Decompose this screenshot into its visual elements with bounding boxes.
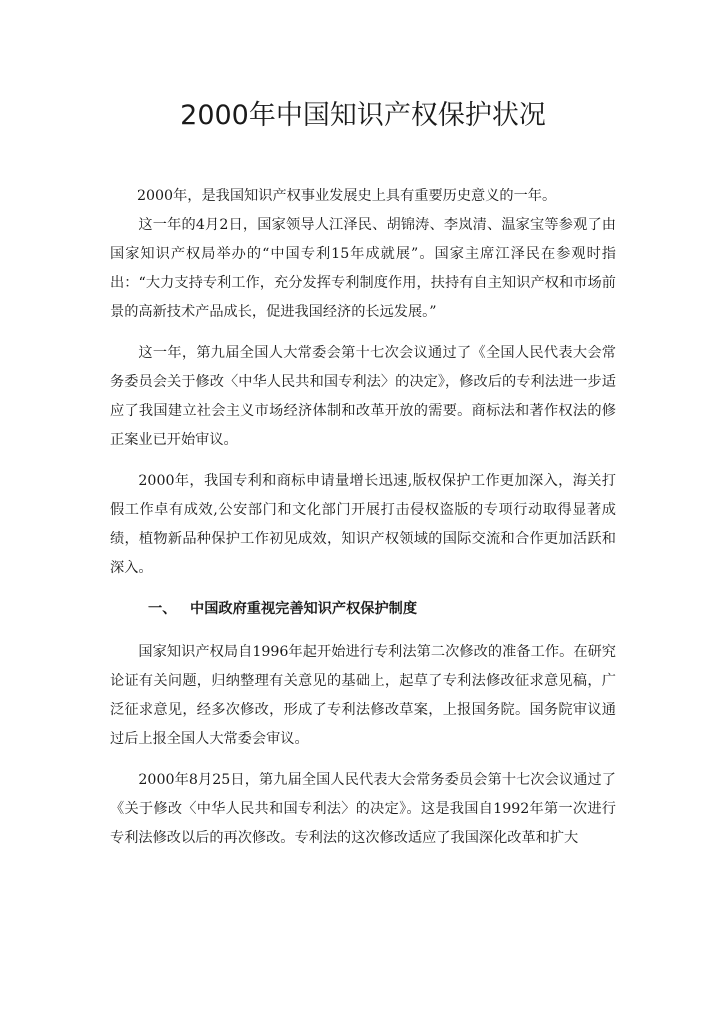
document-title: 2000年中国知识产权保护状况 [180,100,546,131]
paragraph-leaders-visit: 这一年的4月2日，国家领导人江泽民、胡锦涛、李岚清、温家宝等参观了由国家知识产权局举办的“中国专利15年成就展”。国家主席江泽民在参观时指出：“大力支持专利工作，充分发挥专利制度作用，扶持有自主知识产权和市场前景的高新技术产品成长，促进我国经济的长远发展。” [110,217,616,320]
section-heading-text: 中国政府重视完善知识产权保护制度 [190,601,418,617]
section-heading [110,595,616,624]
paragraph-intro: 2000年，是我国知识产权事业发展史上具有重要历史意义的一年。 [136,188,557,204]
paragraph-patent-law-amendment: 这一年，第九届全国人大常委会第十七次会议通过了《全国人民代表大会常务委员会关于修改〈中华人民共和国专利法〉的决定》，修改后的专利法进一步适应了我国建立社会主义市场经济体制和改革开放的需要。商标法和著作权法的修正案业已开始审议。 [110,345,616,448]
section-number: 一、 [148,601,177,617]
paragraph-section1-preparation: 国家知识产权局自1996年起开始进行专利法第二次修改的准备工作。在研究论证有关问题，归纳整理有关意见的基础上，起草了专利法修改征求意见稿，广泛征求意见，经多次修改，形成了专利法修改草案，上报国务院。国务院审议通过后上报全国人大常委会审议。 [110,644,616,747]
paragraph-section1-adoption: 2000年8月25日，第九届全国人民代表大会常务委员会第十七次会议通过了《关于修改〈中华人民共和国专利法〉的决定》。这是我国自1992年第一次进行专利法修改以后的再次修改。专利法的这次修改适应了我国深化改革和扩大 [110,772,616,846]
paragraph-achievements: 2000年，我国专利和商标申请量增长迅速,版权保护工作更加深入，海关打假工作卓有成效,公安部门和文化部门开展打击侵权盗版的专项行动取得显著成绩，植物新品种保护工作初见成效，知识产权领域的国际交流和合作更加活跃和深入。 [110,473,616,576]
